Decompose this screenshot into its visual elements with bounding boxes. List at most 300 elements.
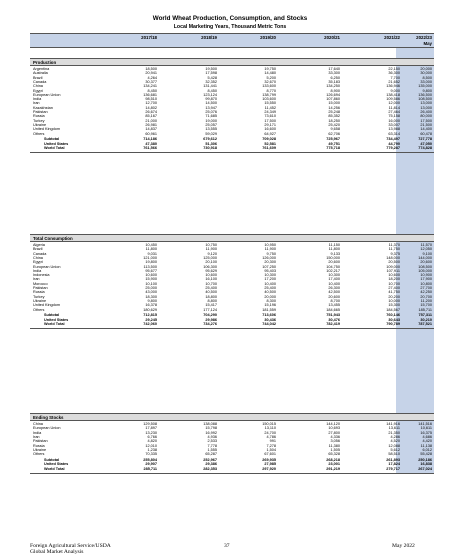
- table-cell: 20,000: [420, 67, 432, 71]
- table-cell: 23,001: [328, 462, 340, 467]
- table-cell: 99,870: [205, 97, 217, 102]
- table-cell: 13,988: [388, 127, 400, 132]
- table-cell: 134,241: [143, 84, 157, 89]
- table-cell: 138,799: [262, 92, 276, 97]
- table-cell: 12,000: [388, 101, 400, 106]
- table-cell: 17,200: [264, 277, 276, 282]
- table-cell: 6,766: [147, 434, 157, 439]
- table-cell: 13,947: [205, 105, 217, 110]
- table-cell: 268,218: [326, 457, 340, 462]
- table-cell: 11,150: [328, 243, 340, 247]
- table-cell: 267,024: [418, 466, 432, 471]
- table-cell: 103,600: [262, 97, 276, 102]
- table-cell: 9,000: [390, 88, 400, 93]
- table-cell: 15,700: [420, 303, 432, 308]
- table-cell: 727,778: [418, 137, 432, 142]
- table-cell: 26,400: [420, 110, 432, 114]
- row-label: Brazil: [33, 247, 43, 252]
- table-cell: 73,610: [264, 114, 276, 119]
- table-cell: 4,786: [266, 434, 276, 439]
- table-cell: 279,717: [386, 466, 400, 471]
- row-label: Others: [33, 307, 45, 312]
- table-cell: 21,500: [420, 122, 432, 127]
- table-cell: 16,375: [420, 430, 432, 435]
- table-cell: 9,100: [422, 251, 432, 256]
- table-cell: 751,943: [326, 313, 340, 318]
- row-label: China: [33, 255, 43, 260]
- table-cell: 11,370: [388, 243, 400, 247]
- table-cell: 18,250: [328, 118, 340, 123]
- table-cell: 11,570: [420, 243, 432, 247]
- row-label: Canada: [33, 79, 47, 84]
- section-divider: [30, 152, 434, 153]
- row-label: United States: [44, 462, 69, 467]
- table-cell: 107,911: [386, 268, 400, 273]
- table-cell: 70,335: [145, 452, 157, 457]
- table-cell: 13,000: [420, 105, 432, 110]
- table-cell: 10,450: [145, 243, 157, 247]
- table-cell: 10,800: [420, 281, 432, 286]
- row-label: Australia: [33, 71, 48, 76]
- row-label: Egypt: [33, 260, 43, 265]
- table-cell: 25,420: [328, 122, 340, 127]
- row-label: Brazil: [33, 75, 43, 80]
- table-cell: 18,800: [205, 294, 217, 299]
- table-cell: 250,186: [418, 457, 432, 462]
- table-cell: 150,000: [326, 255, 340, 260]
- table-cell: 102,217: [326, 268, 340, 273]
- column-header-month: May: [423, 40, 432, 46]
- table-cell: 11,750: [388, 247, 400, 252]
- table-cell: 20,600: [328, 260, 340, 265]
- row-label: Ukraine: [33, 122, 47, 127]
- table-cell: 141,916: [386, 422, 400, 426]
- table-cell: 9,031: [147, 251, 157, 256]
- table-cell: 787,521: [418, 321, 432, 326]
- table-cell: 15,550: [264, 101, 276, 106]
- table-cell: 760,146: [386, 313, 400, 318]
- table-cell: 32,670: [264, 79, 276, 84]
- table-cell: 136,500: [418, 92, 432, 97]
- table-cell: 52,581: [264, 141, 276, 146]
- table-cell: 20,300: [264, 260, 276, 265]
- table-cell: 49,751: [328, 141, 340, 146]
- table-cell: 16,000: [388, 118, 400, 123]
- page-number: 37: [224, 543, 230, 549]
- page-title: World Wheat Production, Consumption, and Stocks: [152, 15, 308, 22]
- column-header: 2018/19: [201, 35, 217, 40]
- table-cell: 22,150: [388, 67, 400, 71]
- column-header: 2022/23: [416, 35, 432, 40]
- table-cell: 144,120: [326, 422, 340, 426]
- table-cell: 95,403: [264, 268, 276, 273]
- table-cell: 704,290: [203, 313, 217, 318]
- table-cell: 14,802: [145, 105, 157, 110]
- row-label: Egypt: [33, 88, 43, 93]
- table-cell: 775,718: [326, 145, 340, 150]
- table-cell: 9,375: [390, 251, 400, 256]
- table-cell: 47,380: [145, 141, 157, 146]
- table-cell: 18,500: [145, 67, 157, 71]
- table-cell: 19,750: [264, 67, 276, 71]
- table-cell: 64,927: [264, 131, 276, 136]
- table-cell: 18,300: [145, 294, 157, 299]
- row-label: United States: [44, 141, 69, 146]
- table-cell: 26,300: [328, 286, 340, 290]
- table-cell: 12,010: [145, 443, 157, 448]
- section-header: [30, 58, 434, 66]
- row-label: China: [33, 84, 43, 89]
- table-cell: 8,800: [207, 298, 217, 303]
- table-cell: 109,000: [386, 264, 400, 269]
- table-cell: 4,686: [422, 434, 432, 439]
- table-cell: 17,640: [328, 67, 340, 71]
- table-cell: 144,000: [418, 255, 432, 260]
- table-cell: 24,700: [264, 430, 276, 435]
- table-cell: 121,000: [143, 255, 157, 260]
- table-cell: 85,352: [328, 114, 340, 119]
- total-row: [30, 322, 434, 326]
- row-label: India: [33, 97, 42, 102]
- table-cell: 11,800: [328, 247, 340, 252]
- table-cell: 14,400: [420, 127, 432, 132]
- table-cell: 15,000: [328, 101, 340, 106]
- table-cell: 6,012: [422, 447, 432, 452]
- table-cell: 71,685: [205, 114, 217, 119]
- table-cell: 13,000: [420, 101, 432, 106]
- table-cell: 11,900: [264, 247, 276, 252]
- row-label: Argentina: [33, 67, 50, 71]
- table-cell: 20,600: [328, 294, 340, 299]
- table-header: [30, 33, 434, 48]
- table-cell: 106,300: [203, 264, 217, 269]
- table-cell: 25,400: [205, 286, 217, 290]
- table-cell: 782,419: [326, 321, 340, 326]
- table-cell: 25,400: [264, 286, 276, 290]
- table-row: [30, 452, 434, 456]
- table-cell: 10,300: [264, 273, 276, 278]
- table-cell: 13,611: [388, 426, 400, 431]
- table-cell: 734,276: [203, 321, 217, 326]
- footer-division: Global Market Analysis: [30, 549, 84, 555]
- table-cell: 21,350: [388, 430, 400, 435]
- section-title: Production: [33, 59, 57, 65]
- table-cell: 36,300: [388, 71, 400, 76]
- row-label: Turkey: [33, 294, 45, 299]
- table-cell: 252,967: [203, 457, 217, 462]
- row-label: World Total: [44, 321, 65, 326]
- column-header: 2021/22: [384, 35, 400, 40]
- row-label: United States: [44, 317, 69, 322]
- table-cell: 261,893: [386, 457, 400, 462]
- table-row: [30, 132, 434, 136]
- table-cell: 991: [269, 439, 276, 444]
- table-cell: 10,700: [388, 281, 400, 286]
- table-cell: 138,088: [203, 422, 217, 426]
- table-cell: 150,015: [262, 422, 276, 426]
- table-cell: 285,711: [143, 466, 157, 471]
- table-cell: 58,510: [388, 452, 400, 457]
- table-cell: 11,800: [145, 247, 157, 252]
- table-cell: 135,000: [418, 84, 432, 89]
- table-cell: 29,245: [145, 317, 157, 322]
- row-label: Iran: [33, 101, 40, 106]
- row-label: European Union: [33, 426, 61, 431]
- table-cell: 25,076: [205, 110, 217, 114]
- table-cell: 40,500: [264, 290, 276, 295]
- row-label: Pakistan: [33, 286, 48, 290]
- table-cell: 20,941: [145, 71, 157, 76]
- table-cell: 12,088: [388, 443, 400, 448]
- row-label: Ukraine: [33, 298, 47, 303]
- table-cell: 32,352: [205, 79, 217, 84]
- table-cell: 761,609: [262, 145, 276, 150]
- table-cell: 14,837: [145, 127, 157, 132]
- table-cell: 42,250: [420, 290, 432, 295]
- table-cell: 16,600: [264, 127, 276, 132]
- table-cell: 126,694: [326, 92, 340, 97]
- table-cell: 30,210: [420, 317, 432, 322]
- table-cell: 15,300: [388, 303, 400, 308]
- table-cell: 14,480: [264, 71, 276, 76]
- table-cell: 9,800: [422, 88, 432, 93]
- table-cell: 17,897: [145, 426, 157, 431]
- table-cell: 7,700: [390, 75, 400, 80]
- table-cell: 141,516: [418, 422, 432, 426]
- table-cell: 60,478: [420, 131, 432, 136]
- table-cell: 59,029: [205, 131, 217, 136]
- row-label: Pakistan: [33, 439, 48, 444]
- table-cell: 4,264: [147, 75, 157, 80]
- table-cell: 184,567: [386, 307, 400, 312]
- table-cell: 133,600: [262, 84, 276, 89]
- section-header: [30, 413, 434, 421]
- table-cell: 17,500: [420, 118, 432, 123]
- table-cell: 15,798: [205, 426, 217, 431]
- table-cell: 19,500: [205, 67, 217, 71]
- table-cell: 5,200: [266, 75, 276, 80]
- table-cell: 113,500: [143, 264, 157, 269]
- table-cell: 42,500: [328, 290, 340, 295]
- table-cell: 17,400: [328, 277, 340, 282]
- table-cell: 125,000: [203, 255, 217, 260]
- table-cell: 60,961: [145, 131, 157, 136]
- table-cell: 62,706: [328, 131, 340, 136]
- table-cell: 10,600: [145, 273, 157, 278]
- column-header: 2020/21: [324, 35, 340, 40]
- table-cell: 107,860: [326, 97, 340, 102]
- footer-date: May 2022: [392, 543, 415, 549]
- table-cell: 730,918: [203, 145, 217, 150]
- table-cell: 13,230: [145, 430, 157, 435]
- table-cell: 725,967: [326, 137, 340, 142]
- row-label: United Kingdom: [33, 127, 61, 132]
- table-cell: 8,900: [330, 88, 340, 93]
- table-cell: 20,200: [388, 294, 400, 299]
- table-cell: 26,981: [145, 122, 157, 127]
- table-cell: 35,183: [328, 79, 340, 84]
- table-cell: 185,711: [418, 307, 432, 312]
- table-cell: 47,050: [420, 141, 432, 146]
- table-cell: 679,612: [203, 137, 217, 142]
- table-cell: 105,000: [418, 268, 432, 273]
- table-cell: 10,693: [328, 426, 340, 431]
- table-cell: 774,828: [418, 145, 432, 150]
- table-cell: 108,500: [418, 264, 432, 269]
- table-cell: 29,907: [145, 462, 157, 467]
- table-cell: 8,450: [147, 88, 157, 93]
- row-label: European Union: [33, 92, 61, 97]
- header-rule: [30, 47, 434, 48]
- table-cell: 10,750: [205, 243, 217, 247]
- table-cell: 761,566: [143, 145, 157, 150]
- table-cell: 131,441: [203, 84, 217, 89]
- table-cell: 9,750: [266, 251, 276, 256]
- table-cell: 181,559: [262, 307, 276, 312]
- table-cell: 3,056: [330, 439, 340, 444]
- table-cell: 16,838: [420, 462, 432, 467]
- table-cell: 10,611: [420, 426, 432, 431]
- table-cell: 2,533: [207, 439, 217, 444]
- row-label: Turkey: [33, 118, 45, 123]
- table-cell: 30,377: [145, 79, 157, 84]
- table-cell: 297,920: [262, 466, 276, 471]
- table-cell: 18,200: [388, 277, 400, 282]
- table-cell: 1,504: [266, 447, 276, 452]
- table-cell: 17,598: [205, 71, 217, 76]
- table-cell: 126,000: [262, 255, 276, 260]
- table-cell: 17,500: [264, 118, 276, 123]
- table-cell: 30,643: [388, 317, 400, 322]
- table-cell: 10,100: [145, 281, 157, 286]
- table-cell: 712,815: [143, 313, 157, 318]
- table-cell: 255,804: [143, 457, 157, 462]
- row-label: Iran: [33, 277, 40, 282]
- table-cell: 29,986: [205, 317, 217, 322]
- table-cell: 33,000: [420, 79, 432, 84]
- table-cell: 12,050: [420, 247, 432, 252]
- row-label: Algeria: [33, 243, 45, 247]
- table-cell: 33,300: [328, 71, 340, 76]
- table-cell: 10,000: [388, 298, 400, 303]
- table-cell: 27,800: [328, 430, 340, 435]
- row-label: India: [33, 268, 42, 273]
- table-cell: 14,500: [205, 101, 217, 106]
- table-cell: 16,378: [145, 303, 157, 308]
- table-cell: 51,306: [205, 141, 217, 146]
- table-cell: 29,171: [264, 122, 276, 127]
- table-cell: 20,700: [420, 294, 432, 299]
- table-cell: 742,060: [143, 321, 157, 326]
- section-header: [30, 234, 434, 242]
- table-cell: 15,417: [205, 303, 217, 308]
- table-cell: 790,789: [386, 321, 400, 326]
- row-label: Pakistan: [33, 110, 48, 114]
- table-cell: 109,586: [386, 97, 400, 102]
- table-cell: 4,820: [147, 439, 157, 444]
- table-cell: 27,400: [388, 286, 400, 290]
- table-cell: 29,386: [205, 462, 217, 467]
- section-divider: [30, 328, 434, 329]
- table-cell: 40,500: [205, 290, 217, 295]
- row-label: Subtotal: [44, 137, 60, 142]
- table-cell: 9,133: [330, 251, 340, 256]
- table-cell: 10,400: [328, 281, 340, 286]
- table-cell: 4,336: [330, 434, 340, 439]
- table-cell: 10,950: [264, 243, 276, 247]
- table-cell: 15,900: [145, 277, 157, 282]
- table-cell: 67,601: [264, 452, 276, 457]
- row-label: China: [33, 422, 43, 426]
- table-cell: 9,658: [330, 127, 340, 132]
- table-cell: 24,349: [264, 110, 276, 114]
- table-cell: 8,770: [266, 88, 276, 93]
- table-cell: 4,520: [390, 439, 400, 444]
- table-cell: 30,000: [420, 71, 432, 76]
- section-title: Total Consumption: [33, 235, 73, 241]
- table-cell: 30,476: [328, 317, 340, 322]
- table-cell: 8,500: [422, 75, 432, 80]
- table-cell: 709,028: [262, 137, 276, 142]
- row-label: Subtotal: [44, 457, 60, 462]
- table-cell: 107,250: [262, 264, 276, 269]
- table-cell: 25,000: [145, 286, 157, 290]
- column-header: 2017/18: [141, 35, 157, 40]
- table-cell: 85,167: [145, 114, 157, 119]
- table-cell: 4,420: [422, 439, 432, 444]
- table-cell: 10,600: [388, 273, 400, 278]
- table-cell: 148,000: [386, 255, 400, 260]
- table-cell: 65,328: [328, 452, 340, 457]
- table-cell: 13,555: [205, 127, 217, 132]
- row-label: Russia: [33, 290, 45, 295]
- table-cell: 30,436: [264, 317, 276, 322]
- table-cell: 713,606: [262, 313, 276, 318]
- table-cell: 15,196: [264, 303, 276, 308]
- row-label: Russia: [33, 114, 45, 119]
- footer-agency: Foreign Agricultural Service/USDA: [30, 543, 111, 549]
- table-cell: 27,985: [264, 462, 276, 467]
- table-cell: 20,000: [264, 294, 276, 299]
- table-cell: 138,418: [386, 92, 400, 97]
- table-cell: 1,505: [330, 447, 340, 452]
- table-cell: 75,158: [388, 114, 400, 119]
- row-label: Indonesia: [33, 273, 50, 278]
- table-cell: 80,000: [420, 114, 432, 119]
- table-cell: 20,500: [388, 260, 400, 265]
- total-row: [30, 146, 434, 150]
- table-cell: 8,300: [266, 298, 276, 303]
- table-cell: 11,814: [388, 105, 400, 110]
- table-cell: 5,428: [207, 75, 217, 80]
- table-cell: 11,138: [420, 443, 432, 448]
- table-cell: 17,900: [420, 277, 432, 282]
- table-cell: 7,778: [207, 443, 217, 448]
- column-header: 2019/20: [260, 35, 276, 40]
- table-cell: 27,464: [388, 110, 400, 114]
- table-cell: 14,256: [328, 105, 340, 110]
- table-cell: 19,000: [205, 118, 217, 123]
- table-cell: 1,238: [147, 447, 157, 452]
- table-cell: 123,124: [203, 92, 217, 97]
- table-cell: 20,100: [205, 260, 217, 265]
- table-cell: 291,219: [326, 466, 340, 471]
- table-bottom-rule: [30, 473, 434, 474]
- table-cell: 734,497: [386, 137, 400, 142]
- table-cell: 180,629: [143, 307, 157, 312]
- table-cell: 136,946: [386, 84, 400, 89]
- table-cell: 10,900: [420, 273, 432, 278]
